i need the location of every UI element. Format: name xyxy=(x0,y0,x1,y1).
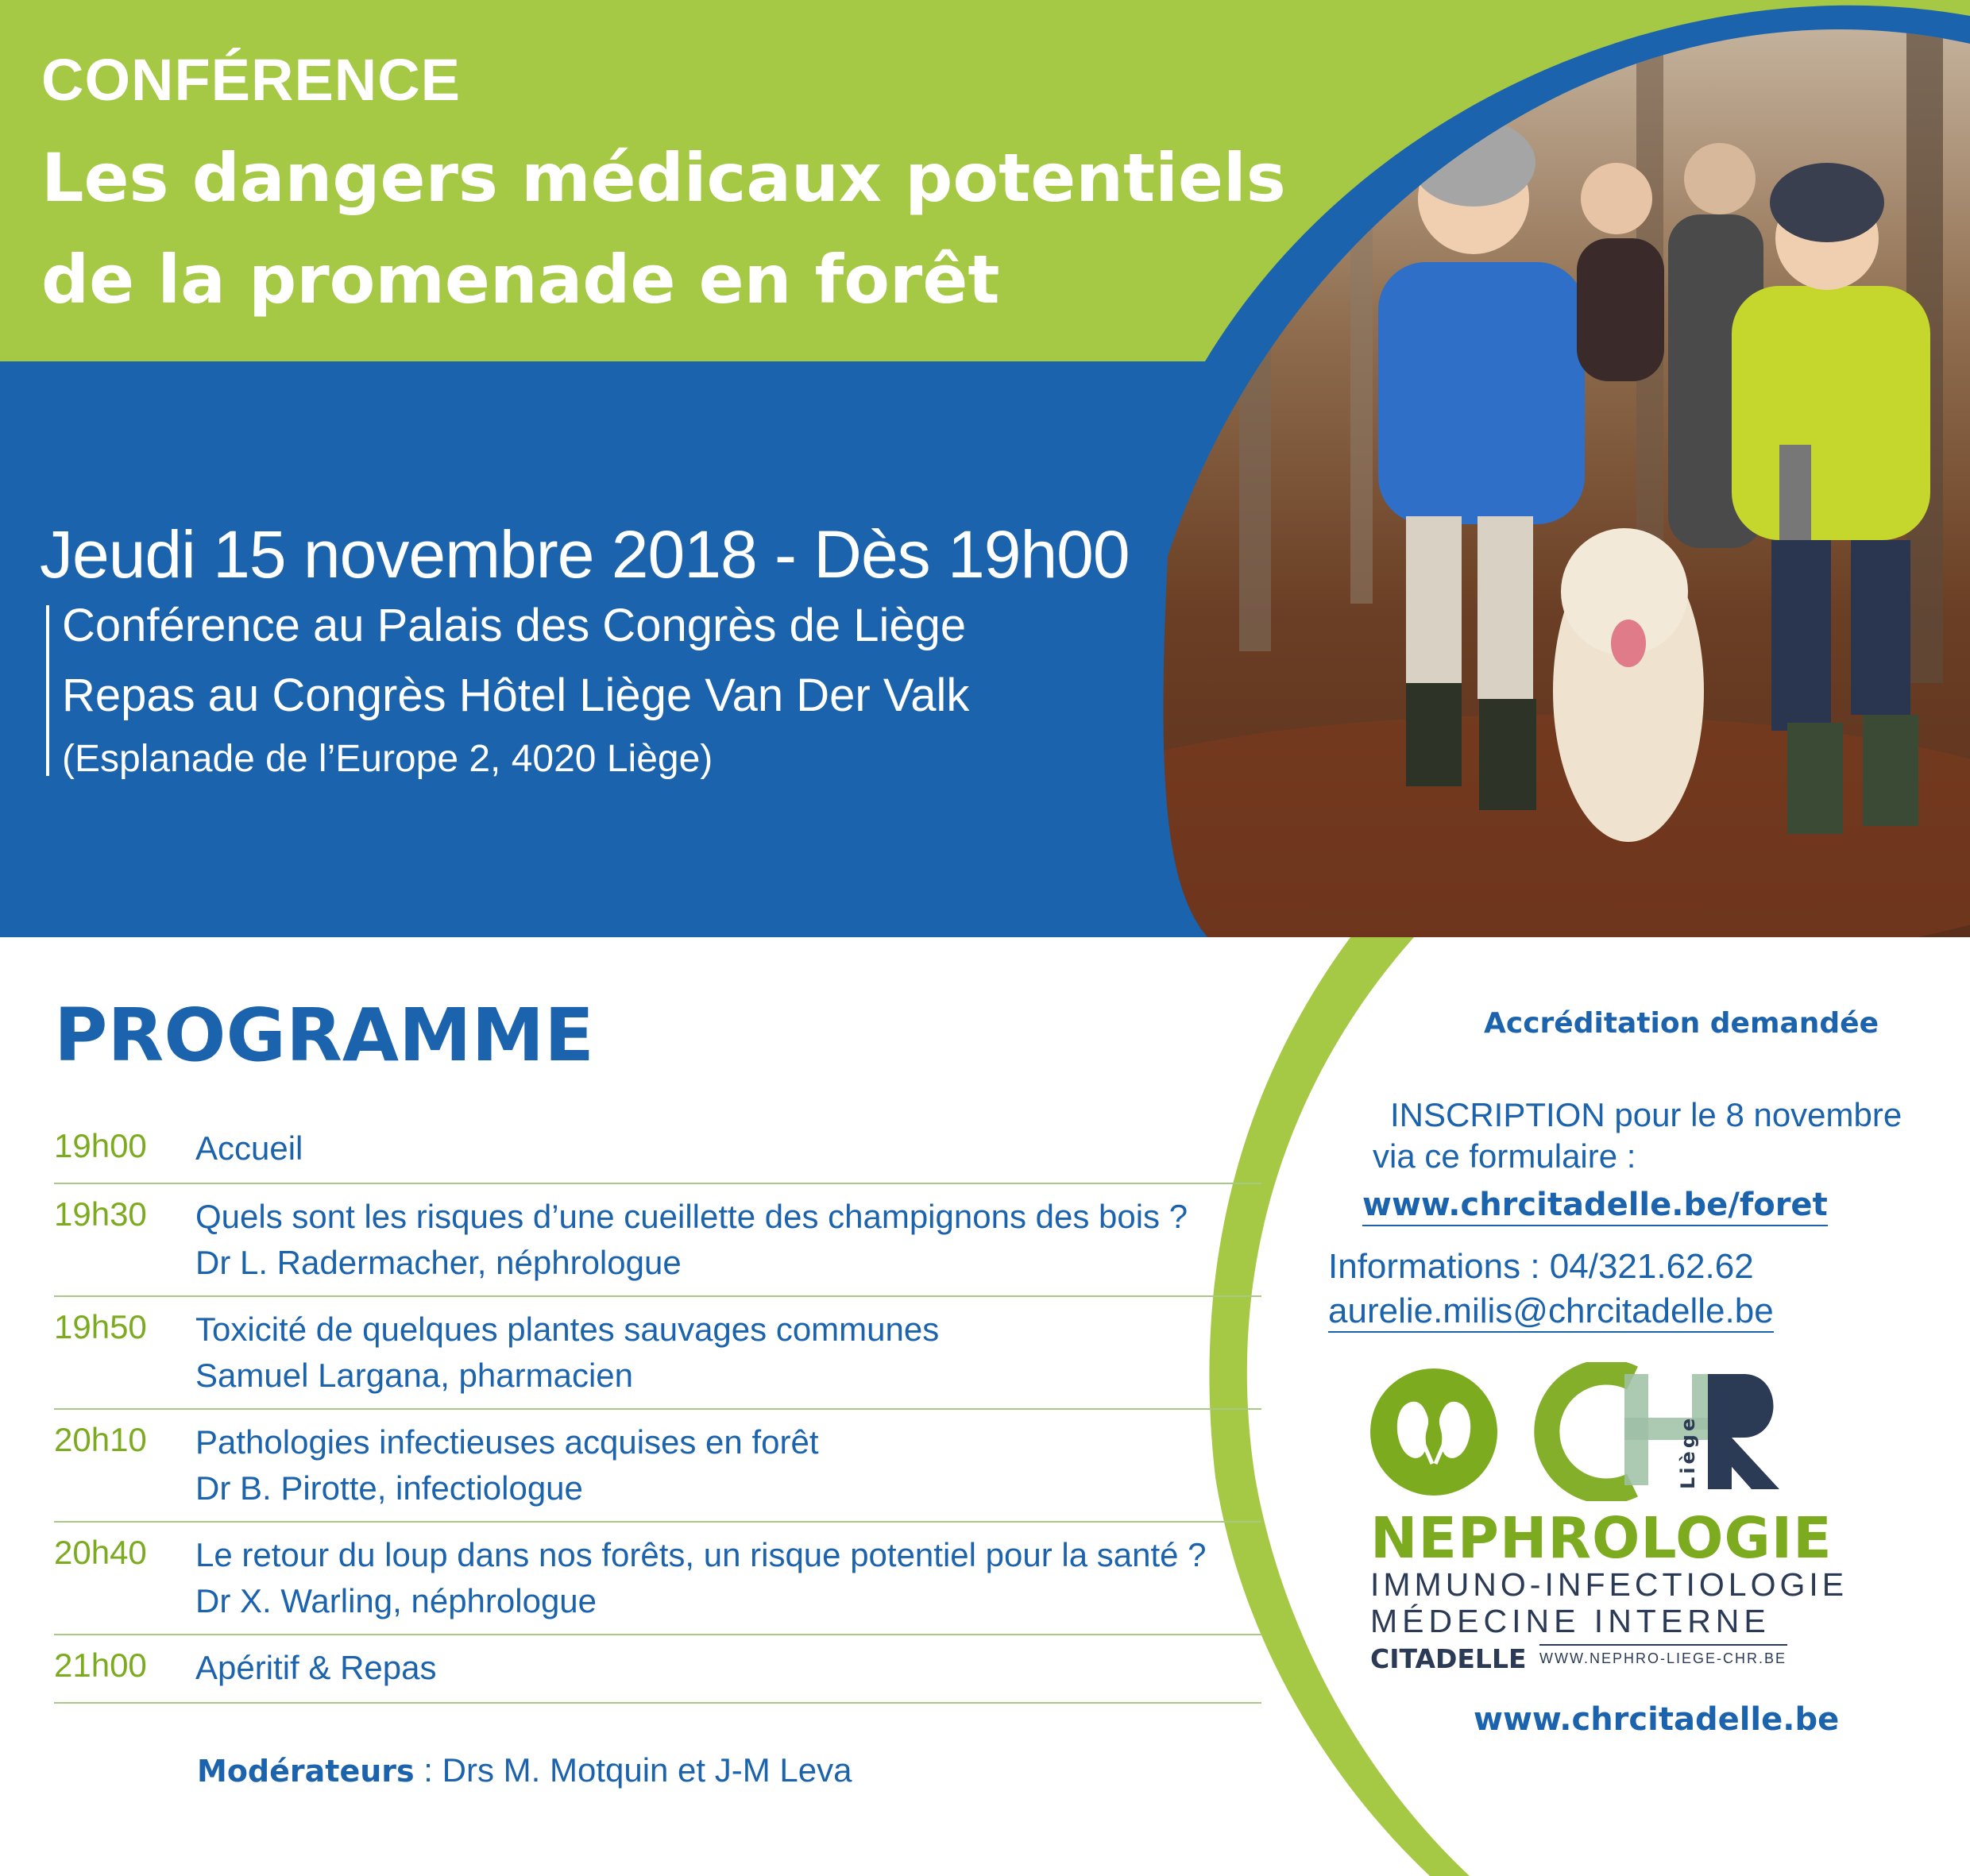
accreditation-note: Accréditation demandée xyxy=(1484,1007,1879,1040)
logo-citadelle: CITADELLE xyxy=(1370,1643,1527,1674)
programme-item xyxy=(54,1523,1261,1635)
programme-time: 20h10 xyxy=(54,1421,147,1458)
moderators-label: Modérateurs xyxy=(197,1754,415,1789)
logo-url: WWW.NEPHRO-LIEGE-CHR.BE xyxy=(1539,1650,1787,1666)
page-title xyxy=(41,127,1312,330)
programme-topic: Toxicité de quelques plantes sauvages communes xyxy=(195,1310,940,1348)
moderators-names: : Drs M. Motquin et J-M Leva xyxy=(414,1751,852,1789)
venue-conference: Conférence au Palais des Congrès de Liège xyxy=(62,600,967,651)
title-line-1: Les dangers médicaux potentiels xyxy=(41,139,1286,217)
programme-time: 19h50 xyxy=(54,1308,147,1345)
programme-time: 19h00 xyxy=(54,1127,147,1164)
venue-dinner: Repas au Congrès Hôtel Liège Van Der Valk xyxy=(62,670,970,721)
programme-speaker: Dr X. Warling, néphrologue xyxy=(195,1582,597,1619)
programme-title: PROGRAMME xyxy=(54,993,594,1078)
inscription-text xyxy=(1373,1094,1902,1177)
programme-list xyxy=(54,1116,1261,1704)
programme-topic: Quels sont les risques d’une cueillette des champignons des bois ? xyxy=(195,1198,1188,1235)
programme-topic: Le retour du loup dans nos forêts, un risque potentiel pour la santé ? xyxy=(195,1536,1207,1573)
venue-divider xyxy=(46,605,49,776)
inscription-line-2: via ce formulaire : xyxy=(1373,1137,1636,1175)
programme-speaker: Dr B. Pirotte, infectiologue xyxy=(195,1469,583,1507)
moderators xyxy=(197,1751,852,1789)
inscription-line-1: INSCRIPTION pour le 8 novembre xyxy=(1390,1096,1902,1133)
chr-logo xyxy=(1370,1362,1791,1501)
event-date: Jeudi 15 novembre 2018 - Dès 19h00 xyxy=(40,517,1130,592)
programme-item xyxy=(54,1410,1261,1523)
logo-medecine: MÉDECINE INTERNE xyxy=(1370,1603,1771,1639)
programme-time: 19h30 xyxy=(54,1195,147,1233)
logo-nephrologie: NEPHROLOGIE xyxy=(1370,1505,1833,1571)
programme-speaker: Samuel Largana, pharmacien xyxy=(195,1357,634,1394)
email-link[interactable]: aurelie.milis@chrcitadelle.be xyxy=(1328,1291,1774,1333)
programme-topic: Accueil xyxy=(195,1129,303,1167)
logo-liege-text: Liège xyxy=(1677,1415,1699,1489)
logo-immuno: IMMUNO-INFECTIOLOGIE xyxy=(1370,1566,1848,1603)
title-line-2: de la promenade en forêt xyxy=(41,241,1000,318)
programme-time: 20h40 xyxy=(54,1534,147,1571)
kidney-icon xyxy=(1370,1368,1497,1496)
programme-item xyxy=(54,1116,1261,1184)
programme-item xyxy=(54,1635,1261,1704)
venue-address: (Esplanade de l’Europe 2, 4020 Liège) xyxy=(62,738,713,780)
conference-kicker: CONFÉRENCE xyxy=(41,47,462,113)
website-link[interactable]: www.chrcitadelle.be xyxy=(1474,1701,1840,1738)
programme-speaker: Dr L. Radermacher, néphrologue xyxy=(195,1244,682,1281)
form-link[interactable]: www.chrcitadelle.be/foret xyxy=(1362,1187,1828,1226)
programme-topic: Apéritif & Repas xyxy=(195,1649,437,1686)
chr-letters-icon xyxy=(1547,1372,1779,1492)
phone-info: Informations : 04/321.62.62 xyxy=(1328,1247,1754,1286)
programme-item xyxy=(54,1184,1261,1297)
programme-topic: Pathologies infectieuses acquises en forêt xyxy=(195,1423,819,1461)
logo-divider xyxy=(1539,1644,1787,1646)
programme-time: 21h00 xyxy=(54,1646,147,1684)
programme-item xyxy=(54,1297,1261,1410)
